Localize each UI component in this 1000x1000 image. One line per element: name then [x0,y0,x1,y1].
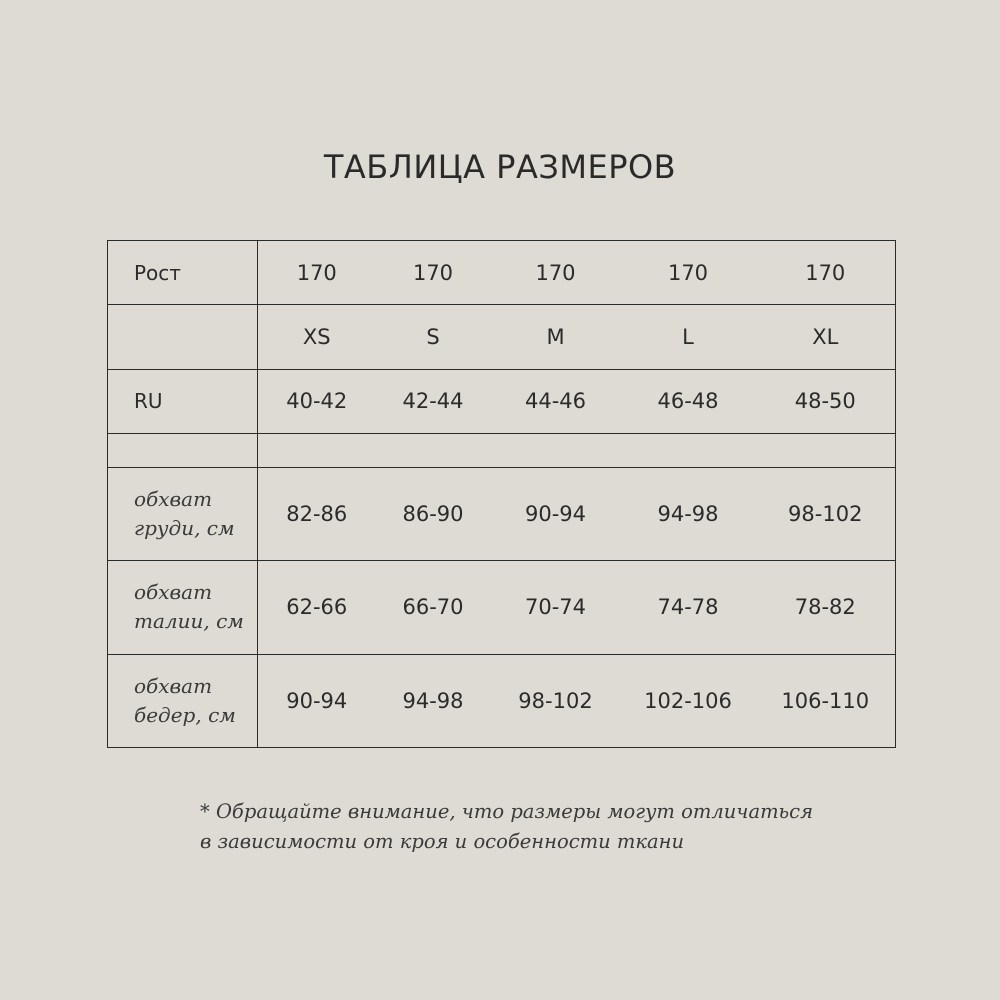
table-cell: 90-94 [258,654,376,747]
table-row-spacer [108,433,896,467]
footnote [200,797,920,857]
table-cell: 82-86 [258,467,376,560]
table-row-hips [108,654,896,747]
table-cell: 86-90 [376,467,491,560]
table-cell: 106-110 [756,654,896,747]
table-cell: 170 [376,241,491,305]
spacer-cell [258,433,896,467]
table-cell: 98-102 [491,654,621,747]
table-cell: 62-66 [258,561,376,654]
table-cell: 102-106 [621,654,756,747]
table-cell: 94-98 [376,654,491,747]
row-label-size [108,305,258,369]
table-cell: 98-102 [756,467,896,560]
table-cell: 48-50 [756,369,896,433]
table-cell: 42-44 [376,369,491,433]
table-cell: 46-48 [621,369,756,433]
table-cell: 70-74 [491,561,621,654]
table-cell: 74-78 [621,561,756,654]
table-cell: 40-42 [258,369,376,433]
table-cell: 170 [491,241,621,305]
row-label-ru: RU [108,369,258,433]
size-table [107,240,896,748]
table-cell: 170 [621,241,756,305]
table-cell: L [621,305,756,369]
table-cell: 78-82 [756,561,896,654]
table-row-height [108,241,896,305]
table-cell: 170 [756,241,896,305]
table-cell: 66-70 [376,561,491,654]
footnote-line: * Обращайте внимание, что размеры могут отличаться [200,800,814,823]
spacer-cell [108,433,258,467]
table-cell: XL [756,305,896,369]
footnote-line: в зависимости от кроя и особенности ткани [200,830,685,853]
table-cell: 94-98 [621,467,756,560]
row-label-height: Рост [108,241,258,305]
page-title: ТАБЛИЦА РАЗМЕРОВ [323,148,677,186]
table-cell: 90-94 [491,467,621,560]
table-cell: 44-46 [491,369,621,433]
table-row-chest [108,467,896,560]
table-cell: XS [258,305,376,369]
row-label-hips: обхват бедер, см [108,654,258,747]
table-cell: 170 [258,241,376,305]
table-cell: S [376,305,491,369]
table-row-ru [108,369,896,433]
table-cell: M [491,305,621,369]
table-row-size [108,305,896,369]
table-row-waist [108,561,896,654]
row-label-chest: обхват груди, см [108,467,258,560]
row-label-waist: обхват талии, см [108,561,258,654]
